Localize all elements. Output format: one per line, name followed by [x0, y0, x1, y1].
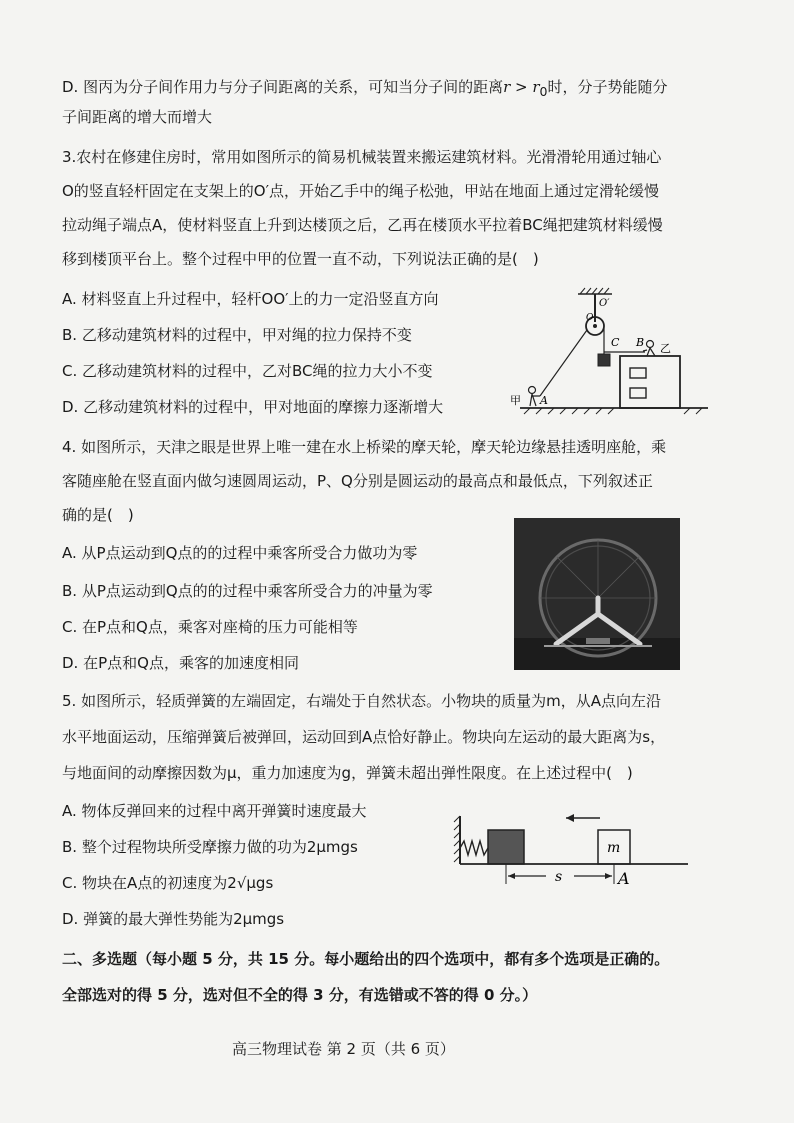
q2-d-pre: D. 图丙为分子间作用力与分子间距离的关系，可知当分子间的距离: [62, 78, 504, 96]
page-footer: 高三物理试卷 第 2 页（共 6 页）: [232, 1040, 455, 1058]
ferris-wheel-photo: [514, 518, 680, 670]
q2-d-r0: r: [532, 78, 540, 96]
q2-d-sub0: 0: [539, 84, 548, 99]
q3-option-c: C. 乙移动建筑材料的过程中，乙对BC绳的拉力大小不变: [62, 362, 433, 380]
q4-stem-line1: 4. 如图所示，天津之眼是世界上唯一建在水上桥梁的摩天轮，摩天轮边缘悬挂透明座舱，乘: [62, 438, 667, 456]
label-s: s: [555, 869, 563, 885]
q4-option-b: B. 从P点运动到Q点的的过程中乘客所受合力的冲量为零: [62, 582, 433, 600]
q4-option-d: D. 在P点和Q点，乘客的加速度相同: [62, 654, 299, 672]
label-jia: 甲: [510, 394, 521, 407]
q4-option-a: A. 从P点运动到Q点的的过程中乘客所受合力做功为零: [62, 544, 418, 562]
q4-stem-line3: 确的是( ): [62, 506, 134, 524]
pulley-figure: [490, 284, 720, 424]
q5-stem-line3: 与地面间的动摩擦因数为μ，重力加速度为g，弹簧未超出弹性限度。在上述过程中( ): [62, 764, 633, 782]
q4-option-c: C. 在P点和Q点，乘客对座椅的压力可能相等: [62, 618, 358, 636]
spring-block-figure: [450, 808, 696, 896]
label-c: C: [611, 336, 620, 349]
label-a-point: A: [618, 869, 630, 888]
q2-option-d-line2: 子间距离的增大而增大: [62, 108, 213, 126]
q3-stem-line4: 移到楼顶平台上。整个过程中甲的位置一直不动，下列说法正确的是( ): [62, 250, 539, 268]
q5-stem-line2: 水平地面运动，压缩弹簧后被弹回，运动回到A点恰好静止。物块向左运动的最大距离为s，: [62, 728, 666, 746]
q3-stem-line2: O的竖直轻杆固定在支架上的O′点，开始乙手中的绳子松弛，甲站在地面上通过定滑轮缓慢: [62, 182, 660, 200]
section2-line1: 二、多选题（每小题 5 分，共 15 分。每小题给出的四个选项中，都有多个选项是正确的。: [62, 950, 670, 968]
section2-line2: 全部选对的得 5 分，选对但不全的得 3 分，有选错或不答的得 0 分。）: [62, 986, 538, 1004]
q5-option-a: A. 物体反弹回来的过程中离开弹簧时速度最大: [62, 802, 367, 820]
q5-option-b: B. 整个过程物块所受摩擦力做的功为2μmgs: [62, 838, 358, 856]
q3-option-a: A. 材料竖直上升过程中，轻杆OO′上的力一定沿竖直方向: [62, 290, 439, 308]
q3-stem-line1: 3.农村在修建住房时，常用如图所示的简易机械装置来搬运建筑材料。光滑滑轮用通过轴心: [62, 148, 662, 166]
q3-stem-line3: 拉动绳子端点A，使材料竖直上升到达楼顶之后，乙再在楼顶水平拉着BC绳把建筑材料缓慢: [62, 216, 663, 234]
label-o: O: [586, 313, 594, 323]
q5-option-c: C. 物块在A点的初速度为2√μgs: [62, 874, 274, 892]
label-b: B: [636, 336, 645, 349]
label-a: A: [540, 394, 548, 407]
q4-stem-line2: 客随座舱在竖直面内做匀速圆周运动，P、Q分别是圆运动的最高点和最低点，下列叙述正: [62, 472, 653, 490]
q5-option-d: D. 弹簧的最大弹性势能为2μmgs: [62, 910, 285, 928]
label-o-prime: O′: [599, 298, 610, 309]
label-m: m: [607, 840, 621, 856]
q2-option-d-line1: [62, 76, 668, 103]
q3-option-b: B. 乙移动建筑材料的过程中，甲对绳的拉力保持不变: [62, 326, 412, 344]
q2-d-r: r: [503, 78, 511, 96]
q2-d-gt: >: [510, 78, 533, 96]
q2-d-post: 时，分子势能随分: [547, 78, 668, 96]
q5-stem-line1: 5. 如图所示，轻质弹簧的左端固定，右端处于自然状态。小物块的质量为m，从A点向左沿: [62, 692, 661, 710]
q3-option-d: D. 乙移动建筑材料的过程中，甲对地面的摩擦力逐渐增大: [62, 398, 444, 416]
label-yi: 乙: [660, 342, 671, 355]
